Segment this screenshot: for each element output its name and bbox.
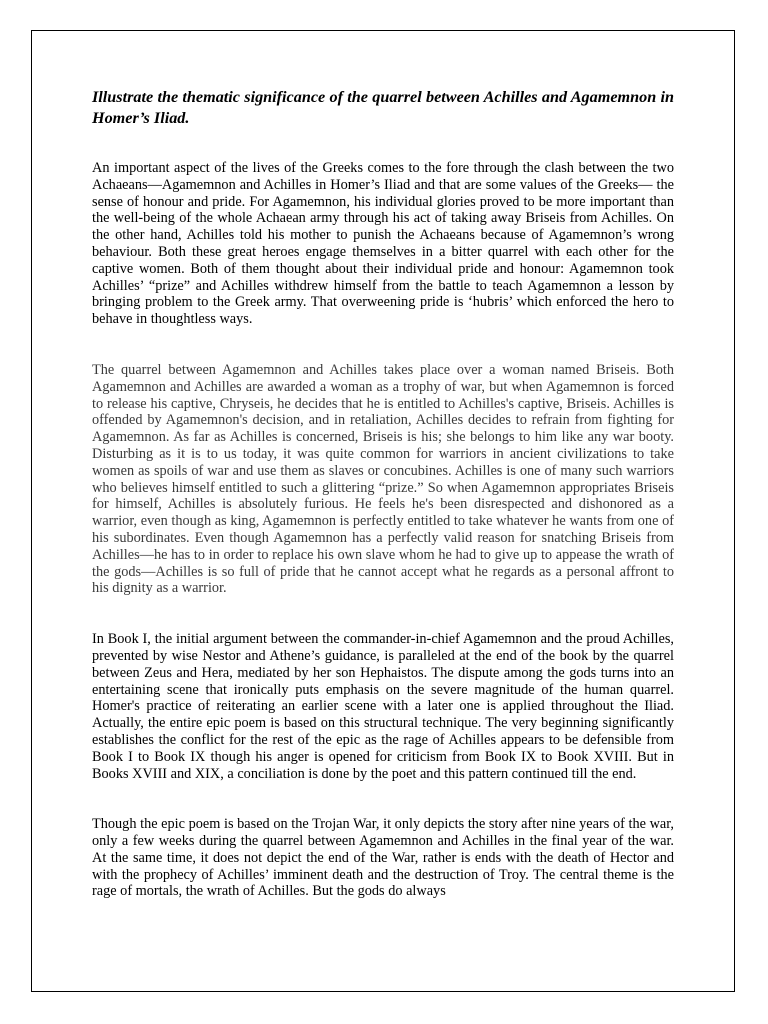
paragraph-2: The quarrel between Agamemnon and Achilles takes place over a woman named Briseis. Both Agamemnon and Achilles are awarded a woman as a trophy of war, but when Agamemnon is forced to release his captive, Chryseis, he decides that he is entitled to Achilles's captive, Briseis. Achilles is offended by Agamemnon's decision, and in retaliation, Achilles decides to refrain from fighting for Agamemnon. As far as Achilles is concerned, Briseis is his; she belongs to him like any war booty. Disturbing as it is to us today, it was quite common for warriors in ancient civilizations to take women as spoils of war and use them as slaves or concubines. Achilles is one of many such warriors who believes himself entitled to such a glittering “prize.” So when Agamemnon appropriates Briseis for himself, Achilles is absolutely furious. He feels he's been disrespected and dishonored as a warrior, even though as king, Agamemnon is perfectly entitled to take whatever he wants from one of his subordinates. Even though Agamemnon has a perfectly valid reason for snatching Briseis from Achilles—he has to in order to replace his own slave whom he had to give up to appease the wrath of the gods—Achilles is so full of pride that he cannot accept what he regards as a personal affront to his dignity as a warrior. [92,361,674,597]
document-body [92,87,674,934]
paragraph-1: An important aspect of the lives of the Greeks comes to the fore through the clash between the two Achaeans—Agamemnon and Achilles in Homer’s Iliad and that are some values of the Greeks— the sense of honour and pride. For Agamemnon, his individual glories proved to be more important than the well-being of the whole Achaean army through his act of taking away Briseis from Achilles. On the other hand, Achilles told his mother to punish the Achaeans because of Agamemnon’s wrong behaviour. Both these great heroes engage themselves in a bitter quarrel with each other for the captive women. Both of them thought about their individual pride and honour: Agamemnon took Achilles’ “prize” and Achilles withdrew himself from the battle to teach Agamemnon a lesson by bringing problem to the Greek army. That overweening pride is ‘hubris’ which enforced the hero to behave in thoughtless ways. [92,160,674,328]
paragraph-3: In Book I, the initial argument between the commander-in-chief Agamemnon and the proud Achilles, prevented by wise Nestor and Athene’s guidance, is paralleled at the end of the book by the quarrel between Zeus and Hera, mediated by her son Hephaistos. The dispute among the gods turns into an entertaining scene that ironically puts emphasis on the severe magnitude of the human quarrel. Homer's practice of reiterating an earlier scene with a later one is applied throughout the Iliad. Actually, the entire epic poem is based on this structural technique. The very beginning significantly establishes the conflict for the rest of the epic as the rage of Achilles appears to be defensible from Book I to Book IX though his anger is opened for criticism from Book IX to Book XVIII. But in Books XVIII and XIX, a conciliation is done by the poet and this pattern continued till the end. [92,631,674,782]
document-title: Illustrate the thematic significance of the quarrel between Achilles and Agamemnon in Homer’s Iliad. [92,88,674,127]
paragraph-4: Though the epic poem is based on the Trojan War, it only depicts the story after nine years of the war, only a few weeks during the quarrel between Agamemnon and Achilles in the final year of the war. At the same time, it does not depict the end of the War, rather is ends with the death of Hector and with the prophecy of Achilles’ imminent death and the destruction of Troy. The central theme is the rage of mortals, the wrath of Achilles. But the gods do always [92,816,674,900]
